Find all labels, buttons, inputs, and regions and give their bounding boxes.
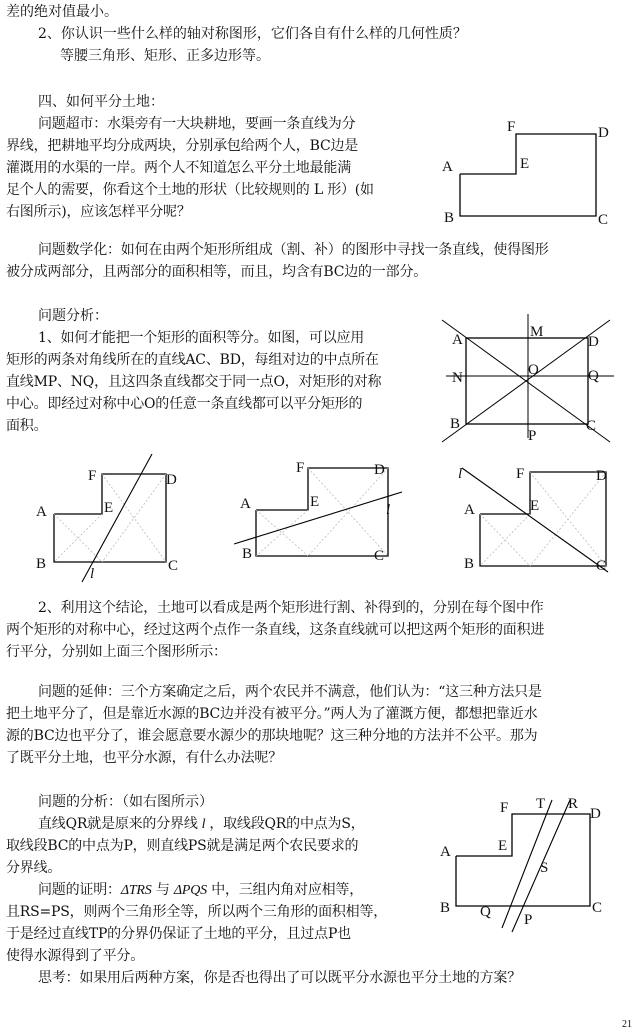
point-label: B bbox=[464, 556, 475, 572]
point-label: M bbox=[530, 324, 544, 340]
text-line: 面积。 bbox=[6, 418, 48, 434]
text-line: 于是经过直线TP的分界仍保证了土地的平分，且过点P也 bbox=[6, 926, 351, 942]
text-line: 问题数学化：如何在由两个矩形所组成（割、补）的图形中寻找一条直线，使得图形 bbox=[38, 242, 549, 258]
rectangle-figure bbox=[432, 314, 632, 450]
point-label: C bbox=[586, 418, 597, 434]
point-label: B bbox=[242, 546, 253, 562]
text-line: 2、你认识一些什么样的轴对称图形，它们各自有什么样的几何性质？ bbox=[38, 26, 467, 42]
point-label: D bbox=[166, 472, 177, 488]
point-label: A bbox=[452, 332, 463, 348]
text-line: 问题的延伸：三个方案确定之后，两个农民并不满意，他们认为：“这三种方法只是 bbox=[38, 684, 542, 700]
text-line: 矩形的两条对角线所在的直线AC、BD，每组对边的中点所在 bbox=[6, 352, 379, 368]
point-label: D bbox=[596, 468, 607, 484]
text-line: 了既平分土地，也平分水源，有什么办法呢？ bbox=[6, 750, 282, 766]
point-label: E bbox=[498, 838, 508, 854]
text-line bbox=[38, 880, 363, 901]
text-line: 且RS=PS，则两个三角形全等，所以两个三角形的面积相等， bbox=[6, 904, 388, 920]
triangle-symbol: ΔTRS bbox=[120, 883, 152, 898]
triangle-symbol: ΔPQS bbox=[173, 883, 207, 898]
section-heading: 四、如何平分土地： bbox=[38, 94, 164, 110]
point-label: S bbox=[540, 860, 549, 876]
split-figure-2 bbox=[226, 452, 416, 586]
text-run: 直线QR就是原来的分界线 bbox=[38, 816, 198, 832]
point-label: D bbox=[588, 334, 599, 350]
point-label: C bbox=[592, 900, 603, 916]
water-division-figure bbox=[436, 794, 626, 934]
text-run: 问题的证明： bbox=[38, 882, 121, 898]
text-line: 行平分，分别如上面三个图形所示： bbox=[6, 644, 227, 660]
point-label: F bbox=[88, 468, 97, 484]
text-run: 与 bbox=[151, 882, 174, 898]
point-label: B bbox=[440, 900, 451, 916]
text-line: 1、如何才能把一个矩形的面积等分。如图，可以应用 bbox=[38, 330, 365, 346]
text-line: 两个矩形的对称中心，经过这两个点作一条直线，这条直线就可以把这两个矩形的面积进 bbox=[6, 622, 545, 638]
point-label: E bbox=[530, 498, 540, 514]
point-label: A bbox=[240, 496, 251, 512]
point-label: D bbox=[590, 806, 601, 822]
point-label: F bbox=[296, 460, 305, 476]
text-line: 差的绝对值最小。 bbox=[6, 4, 118, 20]
point-label: T bbox=[536, 796, 546, 812]
point-label: C bbox=[374, 548, 385, 564]
text-line: 被分成两部分，且两部分的面积相等，而且，均含有BC边的一部分。 bbox=[6, 264, 428, 280]
text-line: 灌溉用的水渠的一岸。两个人不知道怎么平分土地最能满 bbox=[6, 160, 351, 176]
line-symbol: l bbox=[201, 817, 206, 832]
page-number: 21 bbox=[622, 1019, 632, 1030]
point-label: N bbox=[452, 370, 463, 386]
point-label: A bbox=[442, 159, 453, 175]
text-line: 分界线。 bbox=[6, 860, 62, 876]
text-line: 2、利用这个结论，土地可以看成是两个矩形进行割、补得到的，分别在每个图中作 bbox=[38, 600, 544, 616]
split-figure-1 bbox=[28, 452, 208, 586]
point-label: Q bbox=[480, 904, 491, 920]
point-label: R bbox=[568, 796, 579, 812]
point-label: D bbox=[598, 125, 609, 141]
point-label: A bbox=[440, 844, 451, 860]
point-label: C bbox=[596, 558, 607, 574]
point-label: P bbox=[528, 428, 537, 444]
point-label: B bbox=[444, 210, 455, 226]
point-label: O bbox=[528, 362, 539, 378]
text-line: 问题分析： bbox=[38, 308, 108, 324]
text-line: 问题的分析：（如右图所示） bbox=[38, 794, 213, 810]
text-line bbox=[38, 814, 365, 835]
text-line: 问题超市：水渠旁有一大块耕地，要画一条直线为分 bbox=[38, 116, 356, 132]
point-label: C bbox=[168, 558, 179, 574]
l-shape-figure bbox=[430, 118, 630, 228]
point-label: P bbox=[524, 912, 533, 928]
text-line: 中心。即经过对称中心O的任意一条直线都可以平分矩形的 bbox=[6, 396, 363, 412]
text-run: ，取线段QR的中点为S， bbox=[209, 816, 365, 832]
line-label: l bbox=[458, 466, 463, 482]
text-run: 中，三组内角对应相等， bbox=[206, 882, 364, 898]
text-line: 直线MP、NQ，且这四条直线都交于同一点O，对矩形的对称 bbox=[6, 374, 382, 390]
point-label: F bbox=[516, 466, 525, 482]
point-label: F bbox=[507, 119, 516, 135]
text-line: 把土地平分了，但是靠近水源的BC边并没有被平分。”两人为了灌溉方便，都想把靠近水 bbox=[6, 706, 538, 722]
split-figure-3 bbox=[440, 452, 620, 586]
text-line: 足个人的需要，你看这个土地的形状（比较规则的 L 形）(如 bbox=[6, 182, 374, 198]
point-label: E bbox=[310, 494, 320, 510]
line-label: l bbox=[386, 502, 391, 518]
point-label: A bbox=[464, 502, 475, 518]
point-label: E bbox=[104, 500, 114, 516]
text-line: 取线段BC的中点为P，则直线PS就是满足两个农民要求的 bbox=[6, 838, 359, 854]
point-label: C bbox=[598, 212, 609, 228]
point-label: Q bbox=[588, 368, 599, 384]
point-label: A bbox=[36, 504, 47, 520]
point-label: D bbox=[374, 462, 385, 478]
point-label: B bbox=[36, 556, 47, 572]
text-line: 界线，把耕地平均分成两块，分别承包给两个人，BC边是 bbox=[6, 138, 359, 154]
point-label: F bbox=[500, 800, 509, 816]
text-line: 等腰三角形、矩形、正多边形等。 bbox=[60, 48, 270, 64]
text-line: 使得水源得到了平分。 bbox=[6, 948, 144, 964]
point-label: E bbox=[520, 156, 530, 172]
point-label: B bbox=[450, 416, 461, 432]
text-line: 右图所示)，应该怎样平分呢？ bbox=[6, 204, 191, 220]
text-line: 源的BC边也平分了，谁会愿意要水源少的那块地呢？这三种分地的方法并不公平。那为 bbox=[6, 728, 538, 744]
line-label: l bbox=[90, 566, 95, 582]
text-line: 思考：如果用后两种方案，你是否也得出了可以既平分水源也平分土地的方案？ bbox=[38, 970, 521, 986]
